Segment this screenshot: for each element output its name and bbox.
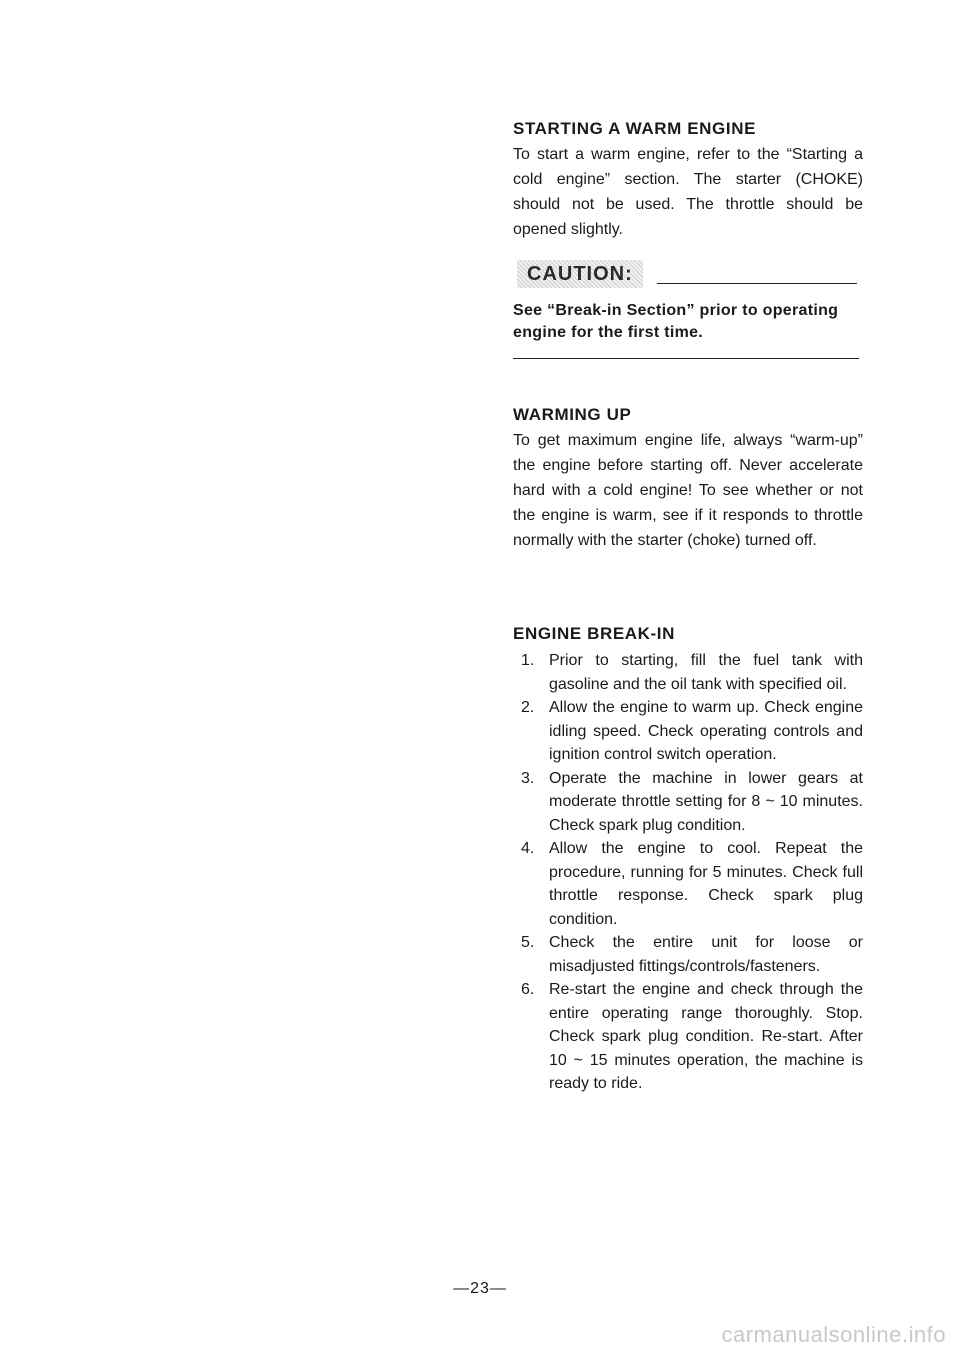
page-number: —23—	[453, 1280, 507, 1297]
step-number: 5.	[521, 934, 535, 951]
section-starting-warm-engine	[513, 118, 863, 242]
caution-label: CAUTION:	[517, 260, 643, 288]
step-text: Allow the engine to warm up. Check engine idling speed. Check operating controls and ignition control switch operation.	[549, 699, 863, 763]
caution-header	[513, 254, 863, 288]
list-item	[513, 931, 863, 978]
section-paragraph: To get maximum engine life, always “warm-up” the engine before starting off. Never accelerate hard with a cold engine! To see whether or not the engine is warm, see if it responds to throttle normally with the starter (choke) turned off.	[513, 432, 863, 549]
step-number: 4.	[521, 840, 535, 857]
watermark: carmanualsonline.info	[721, 1322, 946, 1347]
section-heading: ENGINE BREAK-IN	[513, 624, 676, 643]
step-number: 1.	[521, 652, 535, 669]
step-number: 6.	[521, 981, 535, 998]
list-item	[513, 767, 863, 838]
step-text: Re-start the engine and check through the entire operating range thoroughly. Stop. Check spark plug condition. Re-start. After 10 ~ 15 minutes operation, the machine is ready to ride.	[549, 981, 863, 1092]
list-item	[513, 837, 863, 931]
step-text: Allow the engine to cool. Repeat the procedure, running for 5 minutes. Check full throttle response. Check spark plug condition.	[549, 840, 863, 928]
step-number: 3.	[521, 769, 535, 787]
step-number: 2.	[521, 699, 535, 716]
section-heading: WARMING UP	[513, 405, 632, 424]
caution-box	[513, 254, 863, 359]
list-item	[513, 696, 863, 767]
section-engine-break-in	[513, 623, 863, 1096]
list-item	[513, 978, 863, 1096]
caution-text: See “Break-in Section” prior to operating engine for the first time.	[513, 302, 839, 341]
section-paragraph: To start a warm engine, refer to the “Starting a cold engine” section. The starter (CHOKE) should not be used. The throttle should be opened slightly.	[513, 146, 863, 238]
section-heading: STARTING A WARM ENGINE	[513, 119, 757, 138]
step-text: Prior to starting, fill the fuel tank with gasoline and the oil tank with specified oil.	[549, 652, 863, 693]
step-text: Check the entire unit for loose or misadjusted fittings/controls/fasteners.	[549, 934, 863, 975]
divider	[657, 283, 857, 284]
break-in-steps-list	[513, 649, 863, 1096]
step-text: Operate the machine in lower gears at moderate throttle setting for 8 ~ 10 minutes. Check spark plug condition.	[549, 769, 863, 834]
divider	[513, 358, 859, 359]
list-item	[513, 649, 863, 696]
section-warming-up	[513, 404, 863, 553]
